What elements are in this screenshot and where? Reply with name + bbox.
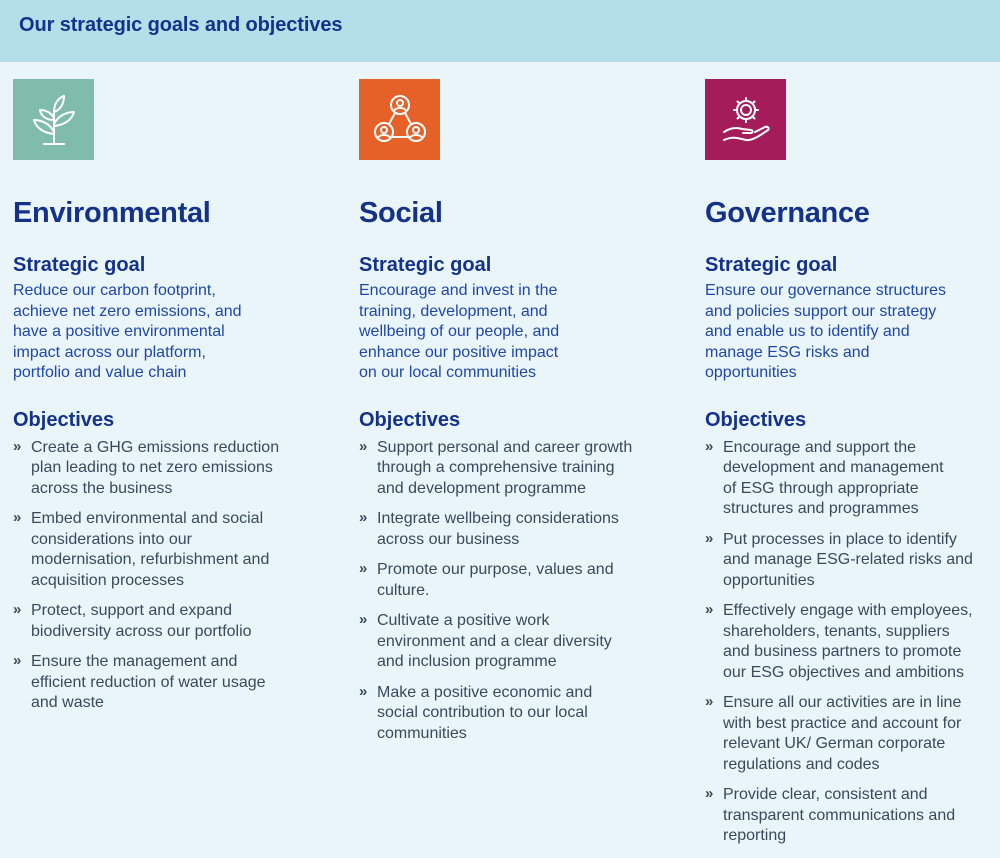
objectives-list xyxy=(705,438,1000,847)
objective-item xyxy=(13,652,313,714)
objectives-list xyxy=(359,438,659,745)
objective-item xyxy=(359,438,659,500)
objective-text: Embed environmental and social considerations into our modernisation, refurbishment and acquisition processes xyxy=(31,510,270,589)
governance-icon-tile xyxy=(705,79,786,160)
objective-text: Support personal and career growth through a comprehensive training and development programme xyxy=(377,438,633,497)
column-title: Social xyxy=(359,197,443,229)
bullet-marker: » xyxy=(359,682,368,700)
objective-item xyxy=(705,438,1000,520)
objective-text: Create a GHG emissions reduction plan leading to net zero emissions across the business xyxy=(31,438,280,497)
bullet-marker: » xyxy=(705,437,714,455)
bullet-marker: » xyxy=(359,509,368,526)
strategic-goal-text: Reduce our carbon footprint, achieve net zero emissions, and have a positive environmental impact across our platform, portfolio and value chain xyxy=(13,282,242,381)
objective-text: Integrate wellbeing considerations across our business xyxy=(377,510,619,548)
objective-item xyxy=(13,438,313,500)
objective-item xyxy=(359,683,659,745)
objective-text: Encourage and support the development and management of ESG through appropriate structures and programmes xyxy=(723,438,944,517)
bullet-marker: » xyxy=(705,601,714,618)
objective-text: Protect, support and expand biodiversity across our portfolio xyxy=(31,602,252,640)
bullet-marker: » xyxy=(705,529,714,547)
page-header xyxy=(0,0,1000,62)
bullet-marker: » xyxy=(359,560,368,577)
environmental-icon-tile xyxy=(13,79,94,160)
column-title: Governance xyxy=(705,197,870,229)
objective-text: Cultivate a positive work environment and a clear diversity and inclusion programme xyxy=(377,612,612,670)
objective-item xyxy=(359,611,659,673)
objective-text: Effectively engage with employees, shareholders, tenants, suppliers and business partners to promote our ESG objectives and ambitions xyxy=(723,602,973,681)
objective-item xyxy=(13,601,313,642)
governance-column xyxy=(705,79,1000,857)
strategic-goal-heading: Strategic goal xyxy=(359,254,492,276)
gear-hand-icon xyxy=(718,92,774,148)
column-title: Environmental xyxy=(13,197,211,229)
strategic-goal-text: Encourage and invest in the training, development, and wellbeing of our people, and enhance our positive impact on our local communities xyxy=(359,282,560,381)
objective-text: Make a positive economic and social contribution to our local communities xyxy=(377,683,593,742)
objectives-heading: Objectives xyxy=(13,408,115,431)
objective-item xyxy=(359,560,659,601)
people-network-icon xyxy=(372,92,428,148)
social-column xyxy=(359,79,659,754)
objective-item xyxy=(705,601,1000,683)
bullet-marker: » xyxy=(13,652,22,669)
objectives-heading: Objectives xyxy=(359,408,461,431)
bullet-marker: » xyxy=(13,509,22,526)
strategic-goal-heading: Strategic goal xyxy=(13,254,146,276)
objective-text: Promote our purpose, values and culture. xyxy=(377,561,614,599)
strategic-goal-heading: Strategic goal xyxy=(705,254,838,276)
objectives-list xyxy=(13,438,313,714)
bullet-marker: » xyxy=(359,437,368,455)
bullet-marker: » xyxy=(13,437,22,455)
objective-text: Ensure all our activities are in line with best practice and account for relevant UK/ German corporate regulations and codes xyxy=(723,694,962,773)
objective-item xyxy=(705,785,1000,847)
objective-item xyxy=(13,509,313,591)
objective-text: Ensure the management and efficient reduction of water usage and waste xyxy=(31,653,266,711)
objective-item xyxy=(705,530,1000,592)
social-icon-tile xyxy=(359,79,440,160)
bullet-marker: » xyxy=(705,693,714,710)
objective-text: Put processes in place to identify and manage ESG-related risks and opportunities xyxy=(723,530,973,589)
objective-item xyxy=(705,693,1000,775)
bullet-marker: » xyxy=(13,601,22,618)
objective-item xyxy=(359,509,659,550)
strategic-goal-text: Ensure our governance structures and policies support our strategy and enable us to identify and manage ESG risks and opportunities xyxy=(705,282,947,381)
environmental-column xyxy=(13,79,313,724)
plant-icon xyxy=(26,92,82,148)
bullet-marker: » xyxy=(705,785,714,802)
bullet-marker: » xyxy=(359,611,368,628)
objective-text: Provide clear, consistent and transparent communications and reporting xyxy=(723,786,956,844)
page-title: Our strategic goals and objectives xyxy=(19,14,343,36)
objectives-heading: Objectives xyxy=(705,408,807,431)
